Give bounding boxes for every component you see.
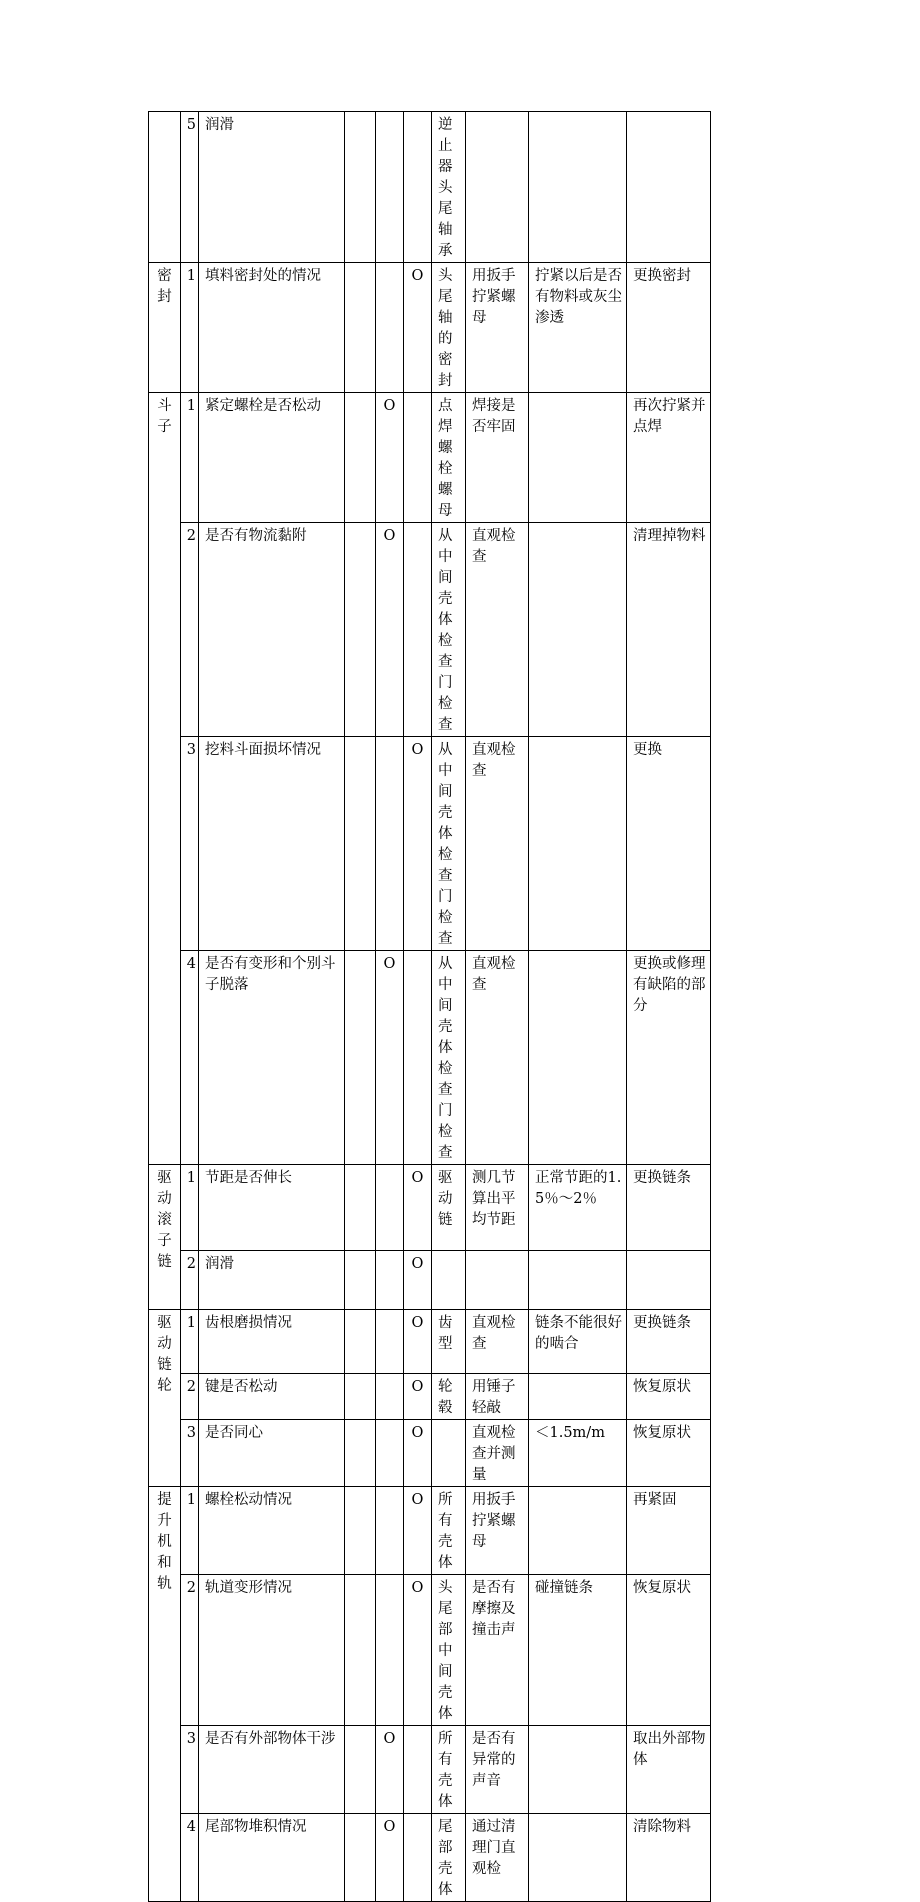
category-cell bbox=[149, 112, 181, 263]
table-row bbox=[149, 737, 779, 951]
category-label: 斗子 bbox=[157, 398, 172, 435]
item-cell: 尾部物堆积情况 bbox=[199, 1814, 345, 1902]
standard-cell: ＜1.5m/m bbox=[529, 1420, 627, 1487]
inspection-table bbox=[148, 111, 779, 1902]
c2-cell: O bbox=[376, 393, 404, 523]
table-row bbox=[149, 1487, 779, 1575]
c2-cell bbox=[376, 1251, 404, 1310]
c2-cell bbox=[376, 1575, 404, 1726]
action-cell: 更换或修理有缺陷的部分 bbox=[627, 951, 711, 1165]
action-cell: 更换链条 bbox=[627, 1310, 711, 1374]
table-row bbox=[149, 1310, 779, 1374]
c2-cell bbox=[376, 112, 404, 263]
c1-cell bbox=[345, 1575, 376, 1726]
part-cell: 尾部壳体 bbox=[432, 1814, 466, 1902]
method-cell bbox=[466, 1251, 529, 1310]
method-cell: 直观检查 bbox=[466, 737, 529, 951]
part-cell: 从中间壳体检查门检查 bbox=[432, 523, 466, 737]
category-cell bbox=[149, 393, 181, 1165]
standard-cell bbox=[529, 1814, 627, 1902]
c1-cell bbox=[345, 737, 376, 951]
c3-cell: O bbox=[404, 737, 432, 951]
no-cell: 3 bbox=[181, 737, 199, 951]
part-cell: 逆止器头尾轴承 bbox=[432, 112, 466, 263]
action-cell: 恢复原状 bbox=[627, 1575, 711, 1726]
item-cell: 是否同心 bbox=[199, 1420, 345, 1487]
category-cell bbox=[149, 1165, 181, 1310]
action-cell: 恢复原状 bbox=[627, 1374, 711, 1420]
method-cell: 焊接是否牢固 bbox=[466, 393, 529, 523]
standard-cell bbox=[529, 112, 627, 263]
no-cell: 5 bbox=[181, 112, 199, 263]
action-cell: 更换 bbox=[627, 737, 711, 951]
table-row bbox=[149, 393, 779, 523]
c1-cell bbox=[345, 951, 376, 1165]
c3-cell: O bbox=[404, 1575, 432, 1726]
method-cell: 测几节算出平均节距 bbox=[466, 1165, 529, 1251]
part-cell: 驱动链 bbox=[432, 1165, 466, 1251]
item-cell: 是否有物流黏附 bbox=[199, 523, 345, 737]
c1-cell bbox=[345, 1165, 376, 1251]
c2-cell bbox=[376, 1165, 404, 1251]
c2-cell: O bbox=[376, 1814, 404, 1902]
standard-cell bbox=[529, 1487, 627, 1575]
item-cell: 齿根磨损情况 bbox=[199, 1310, 345, 1374]
no-cell: 1 bbox=[181, 1487, 199, 1575]
c3-cell: O bbox=[404, 1420, 432, 1487]
c3-cell bbox=[404, 393, 432, 523]
item-cell: 紧定螺栓是否松动 bbox=[199, 393, 345, 523]
c1-cell bbox=[345, 393, 376, 523]
table-row bbox=[149, 1575, 779, 1726]
table-row bbox=[149, 1726, 779, 1814]
category-cell bbox=[149, 1310, 181, 1487]
c2-cell bbox=[376, 1420, 404, 1487]
c3-cell: O bbox=[404, 1487, 432, 1575]
c3-cell bbox=[404, 1814, 432, 1902]
part-cell: 从中间壳体检查门检查 bbox=[432, 951, 466, 1165]
standard-cell: 链条不能很好的啮合 bbox=[529, 1310, 627, 1374]
method-cell: 直观检查并测量 bbox=[466, 1420, 529, 1487]
method-cell: 用锤子轻敲 bbox=[466, 1374, 529, 1420]
table-row bbox=[149, 112, 779, 263]
c2-cell bbox=[376, 737, 404, 951]
no-cell: 2 bbox=[181, 523, 199, 737]
table-row bbox=[149, 1374, 779, 1420]
method-cell: 直观检查 bbox=[466, 951, 529, 1165]
standard-cell bbox=[529, 1374, 627, 1420]
item-cell: 键是否松动 bbox=[199, 1374, 345, 1420]
category-label: 驱动链轮 bbox=[157, 1315, 172, 1394]
method-cell: 是否有摩擦及撞击声 bbox=[466, 1575, 529, 1726]
c3-cell: O bbox=[404, 1251, 432, 1310]
item-cell: 轨道变形情况 bbox=[199, 1575, 345, 1726]
method-cell: 通过清理门直观检 bbox=[466, 1814, 529, 1902]
action-cell: 取出外部物体 bbox=[627, 1726, 711, 1814]
c2-cell: O bbox=[376, 951, 404, 1165]
action-cell: 清理掉物料 bbox=[627, 523, 711, 737]
item-cell: 润滑 bbox=[199, 1251, 345, 1310]
standard-cell bbox=[529, 523, 627, 737]
part-cell bbox=[432, 1420, 466, 1487]
standard-cell: 拧紧以后是否有物料或灰尘渗透 bbox=[529, 263, 627, 393]
c3-cell: O bbox=[404, 1165, 432, 1251]
c1-cell bbox=[345, 523, 376, 737]
c1-cell bbox=[345, 1726, 376, 1814]
no-cell: 2 bbox=[181, 1251, 199, 1310]
c2-cell bbox=[376, 1310, 404, 1374]
c2-cell: O bbox=[376, 1726, 404, 1814]
c3-cell bbox=[404, 951, 432, 1165]
table-row bbox=[149, 1165, 779, 1251]
no-cell: 2 bbox=[181, 1575, 199, 1726]
standard-cell bbox=[529, 1251, 627, 1310]
c1-cell bbox=[345, 112, 376, 263]
part-cell: 头尾轴的密封 bbox=[432, 263, 466, 393]
table-row bbox=[149, 523, 779, 737]
no-cell: 4 bbox=[181, 951, 199, 1165]
part-cell: 所有壳体 bbox=[432, 1487, 466, 1575]
category-cell bbox=[149, 1487, 181, 1902]
standard-cell bbox=[529, 951, 627, 1165]
category-cell bbox=[149, 263, 181, 393]
no-cell: 4 bbox=[181, 1814, 199, 1902]
method-cell: 用扳手拧紧螺母 bbox=[466, 263, 529, 393]
standard-cell bbox=[529, 1726, 627, 1814]
no-cell: 3 bbox=[181, 1420, 199, 1487]
part-cell bbox=[432, 1251, 466, 1310]
no-cell: 1 bbox=[181, 1165, 199, 1251]
c3-cell: O bbox=[404, 1374, 432, 1420]
method-cell: 是否有异常的声音 bbox=[466, 1726, 529, 1814]
c2-cell: O bbox=[376, 523, 404, 737]
item-cell: 填料密封处的情况 bbox=[199, 263, 345, 393]
category-label: 密封 bbox=[157, 268, 172, 305]
c1-cell bbox=[345, 1814, 376, 1902]
table-row bbox=[149, 1814, 779, 1902]
category-label: 提升机和轨 bbox=[157, 1492, 172, 1592]
method-cell: 直观检查 bbox=[466, 523, 529, 737]
c1-cell bbox=[345, 1310, 376, 1374]
no-cell: 2 bbox=[181, 1374, 199, 1420]
method-cell: 用扳手拧紧螺母 bbox=[466, 1487, 529, 1575]
item-cell: 润滑 bbox=[199, 112, 345, 263]
c2-cell bbox=[376, 1374, 404, 1420]
c2-cell bbox=[376, 1487, 404, 1575]
standard-cell: 正常节距的1.5％～2％ bbox=[529, 1165, 627, 1251]
method-cell: 直观检查 bbox=[466, 1310, 529, 1374]
action-cell: 更换链条 bbox=[627, 1165, 711, 1251]
item-cell: 挖料斗面损坏情况 bbox=[199, 737, 345, 951]
c2-cell bbox=[376, 263, 404, 393]
c1-cell bbox=[345, 1374, 376, 1420]
action-cell: 恢复原状 bbox=[627, 1420, 711, 1487]
action-cell bbox=[627, 1251, 711, 1310]
c3-cell bbox=[404, 1726, 432, 1814]
part-cell: 从中间壳体检查门检查 bbox=[432, 737, 466, 951]
table-row bbox=[149, 1420, 779, 1487]
c1-cell bbox=[345, 1420, 376, 1487]
part-cell: 轮毂 bbox=[432, 1374, 466, 1420]
part-cell: 点焊螺栓螺母 bbox=[432, 393, 466, 523]
action-cell: 再次拧紧并点焊 bbox=[627, 393, 711, 523]
no-cell: 1 bbox=[181, 1310, 199, 1374]
c3-cell bbox=[404, 112, 432, 263]
category-label: 驱动滚子链 bbox=[157, 1170, 172, 1270]
standard-cell bbox=[529, 737, 627, 951]
item-cell: 是否有变形和个别斗子脱落 bbox=[199, 951, 345, 1165]
c3-cell: O bbox=[404, 263, 432, 393]
item-cell: 节距是否伸长 bbox=[199, 1165, 345, 1251]
no-cell: 1 bbox=[181, 393, 199, 523]
method-cell bbox=[466, 112, 529, 263]
c1-cell bbox=[345, 263, 376, 393]
action-cell bbox=[627, 112, 711, 263]
c1-cell bbox=[345, 1487, 376, 1575]
c3-cell bbox=[404, 523, 432, 737]
c3-cell: O bbox=[404, 1310, 432, 1374]
standard-cell bbox=[529, 393, 627, 523]
table-row bbox=[149, 1251, 779, 1310]
c1-cell bbox=[345, 1251, 376, 1310]
action-cell: 再紧固 bbox=[627, 1487, 711, 1575]
part-cell: 齿型 bbox=[432, 1310, 466, 1374]
action-cell: 清除物料 bbox=[627, 1814, 711, 1902]
table-row bbox=[149, 263, 779, 393]
no-cell: 1 bbox=[181, 263, 199, 393]
item-cell: 螺栓松动情况 bbox=[199, 1487, 345, 1575]
action-cell: 更换密封 bbox=[627, 263, 711, 393]
item-cell: 是否有外部物体干涉 bbox=[199, 1726, 345, 1814]
part-cell: 头尾部中间壳体 bbox=[432, 1575, 466, 1726]
table-row bbox=[149, 951, 779, 1165]
part-cell: 所有壳体 bbox=[432, 1726, 466, 1814]
standard-cell: 碰撞链条 bbox=[529, 1575, 627, 1726]
no-cell: 3 bbox=[181, 1726, 199, 1814]
